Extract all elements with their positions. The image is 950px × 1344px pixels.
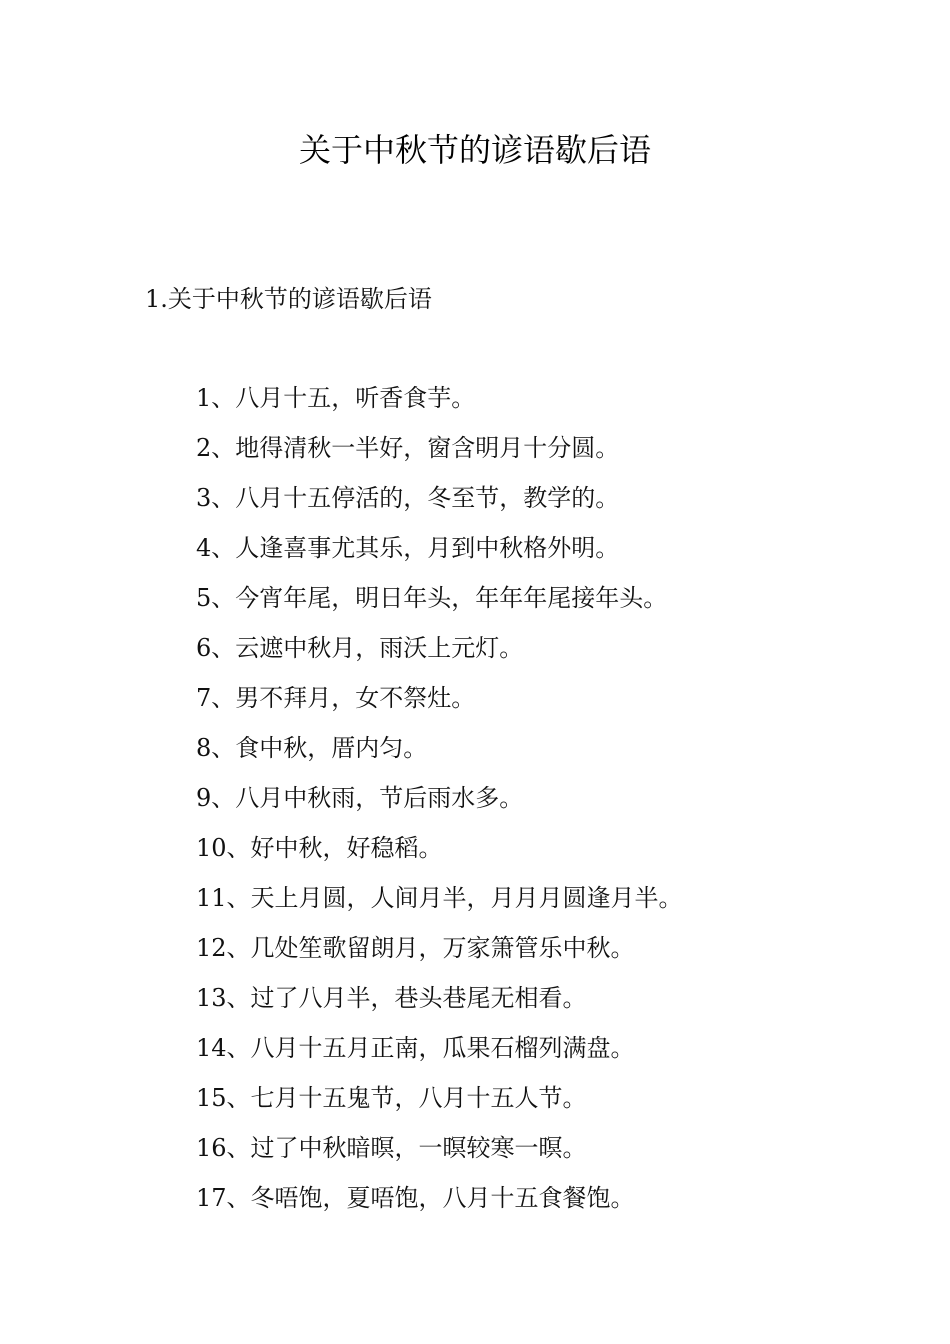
saying-item: 6、云遮中秋月，雨沃上元灯。: [196, 634, 524, 662]
document-title: 关于中秋节的谚语歇后语: [298, 131, 651, 169]
saying-item: 10、好中秋，好稳稻。: [196, 834, 443, 862]
saying-item: 5、今宵年尾，明日年头，年年年尾接年头。: [196, 584, 668, 612]
section-heading: 1.关于中秋节的谚语歇后语: [145, 285, 432, 313]
saying-item: 3、八月十五停活的，冬至节，教学的。: [196, 484, 620, 512]
saying-item: 15、七月十五鬼节，八月十五人节。: [196, 1084, 587, 1112]
saying-item: 13、过了八月半，巷头巷尾无相看。: [196, 984, 587, 1012]
saying-item: 11、天上月圆，人间月半，月月月圆逢月半。: [196, 884, 683, 912]
saying-item: 4、人逢喜事尤其乐，月到中秋格外明。: [196, 534, 620, 562]
saying-item: 12、几处笙歌留朗月，万家箫管乐中秋。: [196, 934, 635, 962]
saying-item: 7、男不拜月，女不祭灶。: [196, 684, 476, 712]
saying-item: 8、食中秋，厝内匀。: [196, 734, 428, 762]
saying-item: 1、八月十五，听香食芋。: [196, 384, 476, 412]
saying-item: 17、冬唔饱，夏唔饱，八月十五食餐饱。: [196, 1184, 635, 1212]
saying-item: 16、过了中秋暗暝，一暝较寒一暝。: [196, 1134, 587, 1162]
saying-item: 14、八月十五月正南，瓜果石榴列满盘。: [196, 1034, 635, 1062]
saying-item: 9、八月中秋雨，节后雨水多。: [196, 784, 524, 812]
saying-list: [196, 381, 683, 1231]
saying-item: 2、地得清秋一半好，窗含明月十分圆。: [196, 434, 620, 462]
